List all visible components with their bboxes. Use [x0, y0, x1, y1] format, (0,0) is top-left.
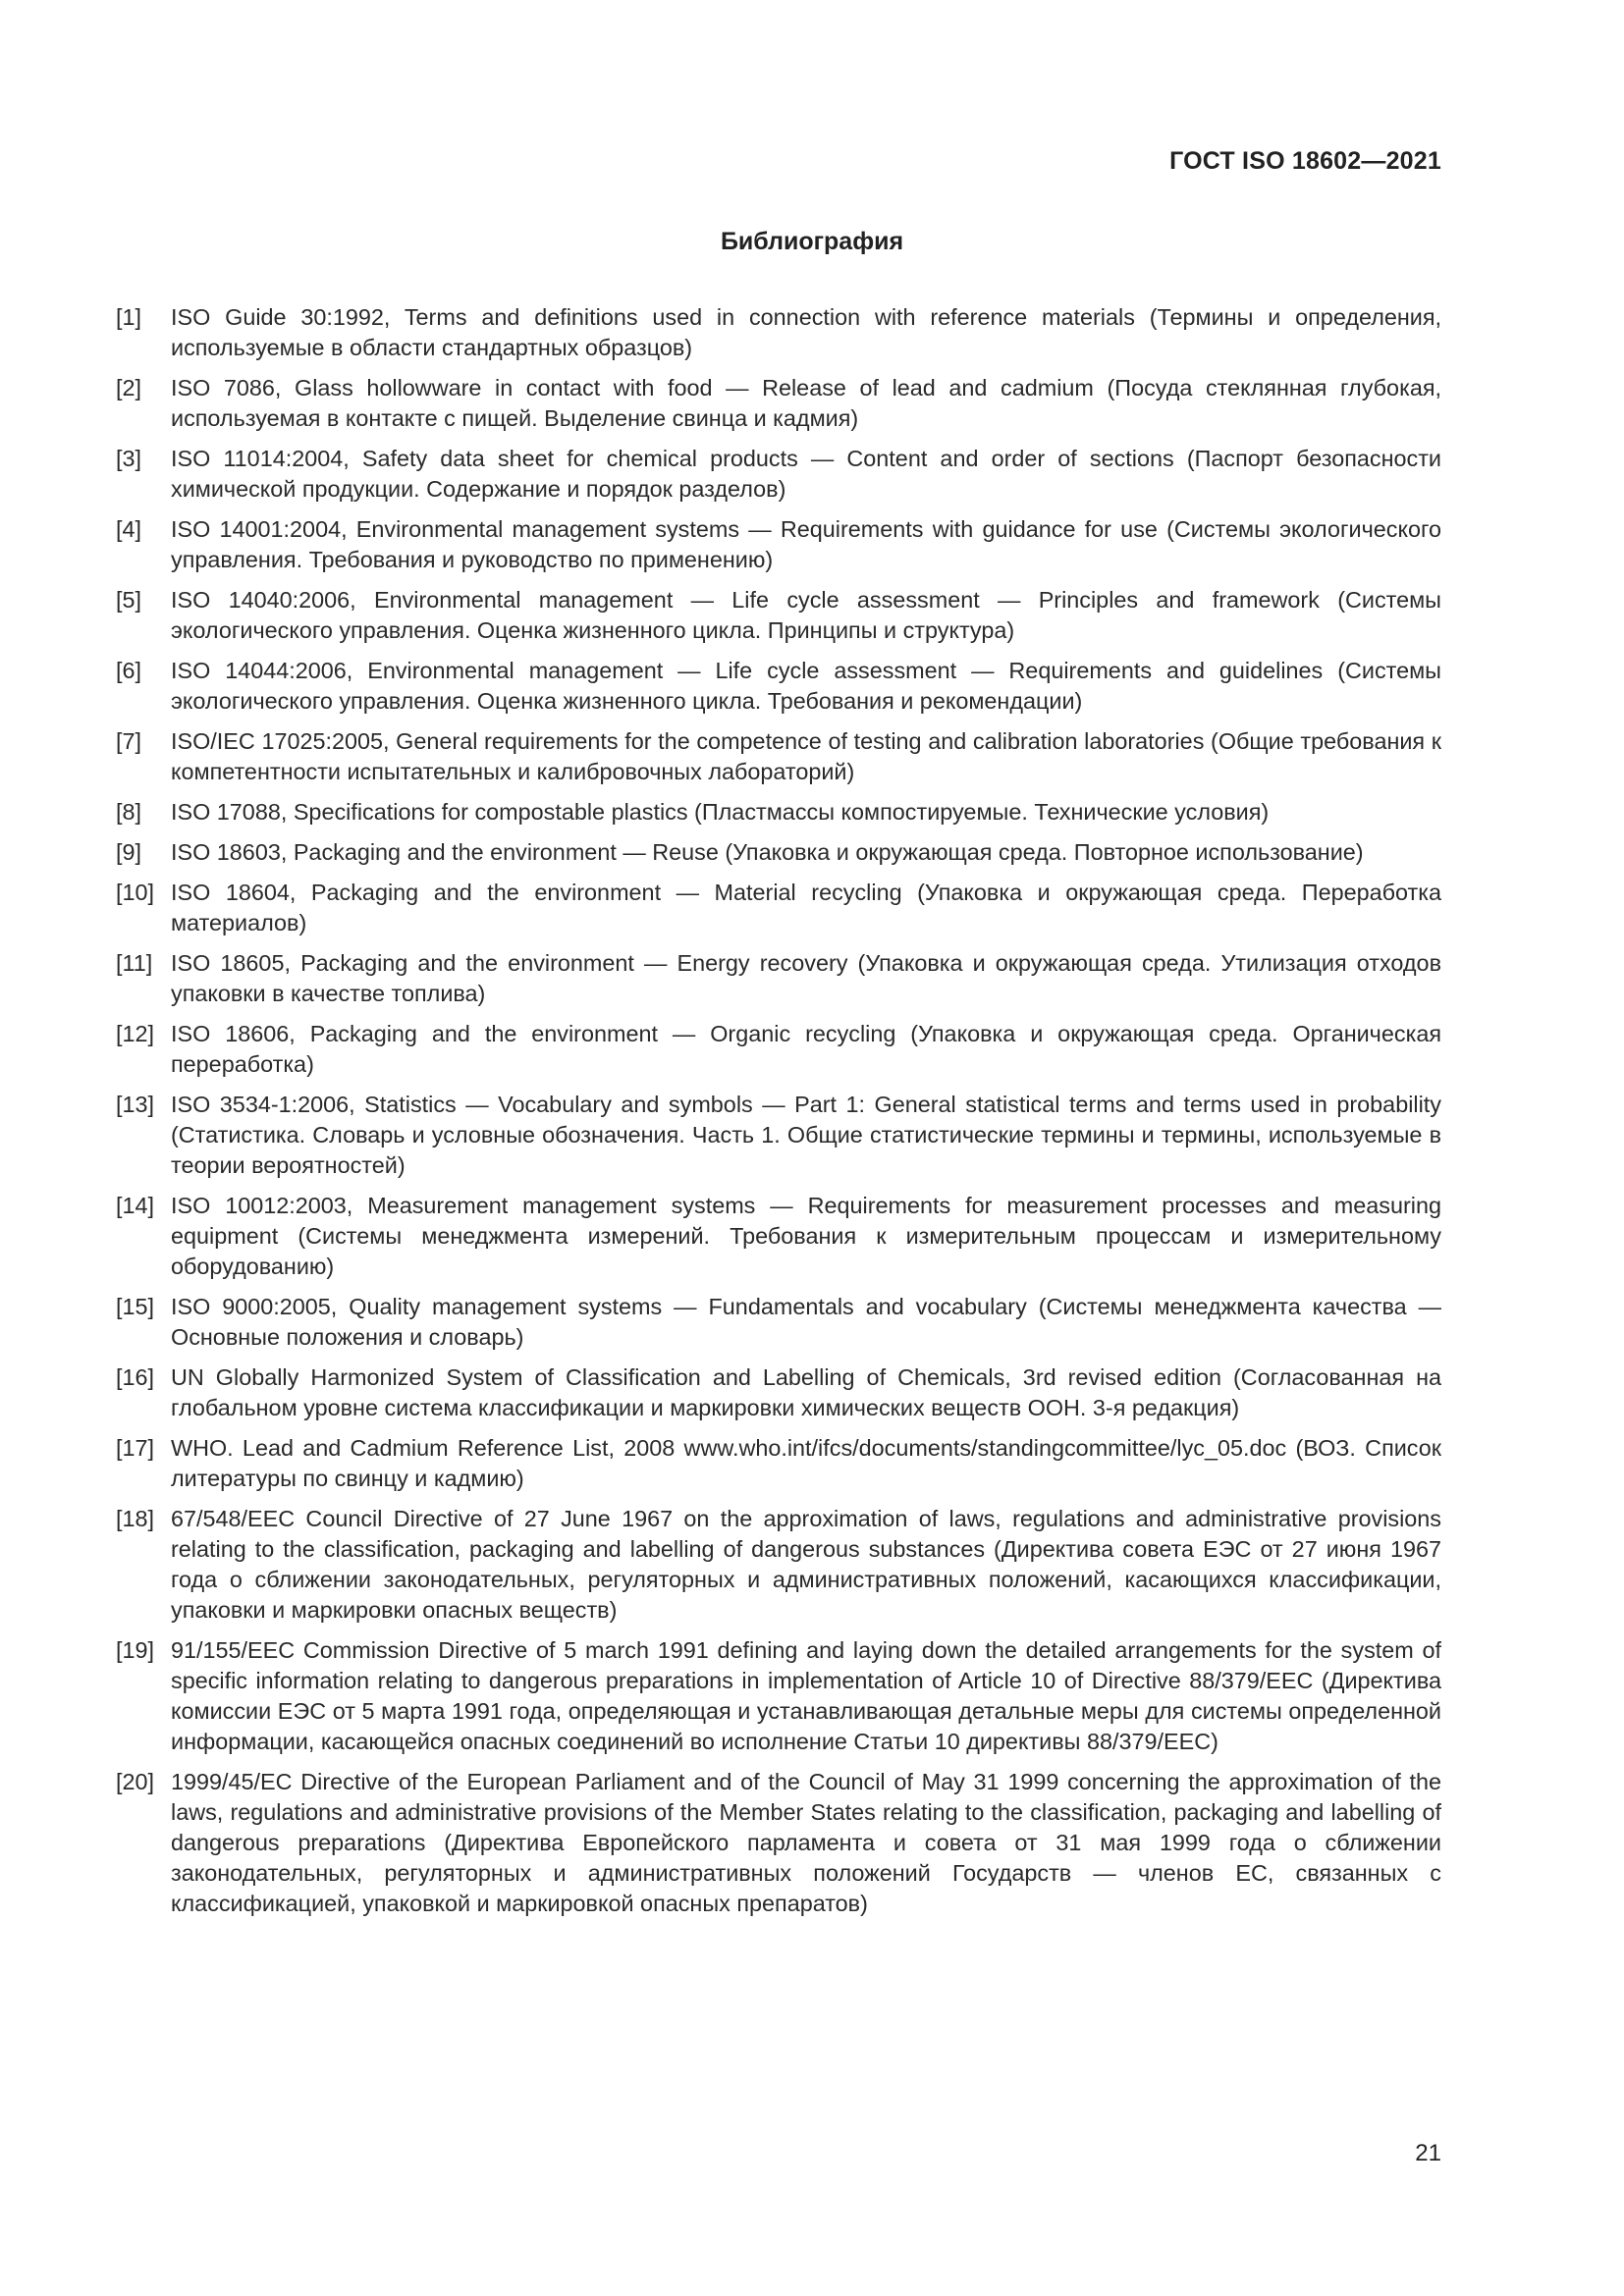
bibliography-entry: [116, 797, 1441, 828]
bibliography-entry-number: [10]: [116, 880, 155, 905]
bibliography-entry-text: ISO 18603, Packaging and the environment — Reuse (Упаковка и окружающая среда. Повторное использование): [171, 839, 1364, 865]
bibliography-entry-number: [11]: [116, 950, 153, 976]
bibliography-entry: [116, 878, 1441, 938]
section-title: Библиография: [720, 228, 904, 255]
bibliography-entry-text: ISO 18606, Packaging and the environment — Organic recycling (Упаковка и окружающая среда. Органическая переработка): [171, 1021, 1441, 1077]
bibliography-entry: [116, 1292, 1441, 1353]
bibliography-entry-number: [20]: [116, 1769, 155, 1794]
bibliography-entry-number: [17]: [116, 1435, 155, 1461]
bibliography-entry: [116, 1504, 1441, 1626]
bibliography-entry: [116, 1090, 1441, 1181]
bibliography-entry: [116, 1433, 1441, 1494]
bibliography-entry-number: [18]: [116, 1506, 155, 1531]
bibliography-entry-text: ISO 9000:2005, Quality management systems — Fundamentals and vocabulary (Системы менеджмента качества — Основные положения и словарь): [171, 1294, 1441, 1350]
bibliography-entry-text: ISO 14001:2004, Environmental management systems — Requirements with guidance for use (Системы экологического управления. Требования и руководство по применению): [171, 516, 1441, 572]
bibliography-entry-text: ISO 7086, Glass hollowware in contact with food — Release of lead and cadmium (Посуда стеклянная глубокая, используемая в контакте с пищей. Выделение свинца и кадмия): [171, 375, 1441, 431]
bibliography-entry-text: ISO 17088, Specifications for compostable plastics (Пластмассы компостируемые. Технические условия): [171, 799, 1270, 825]
bibliography-entry-number: [1]: [116, 304, 142, 330]
bibliography-entry: [116, 837, 1441, 868]
bibliography-entry: [116, 1191, 1441, 1282]
bibliography-entry: [116, 514, 1441, 575]
standard-code: ГОСТ ISO 18602—2021: [1169, 147, 1441, 175]
bibliography-entry-number: [9]: [116, 839, 142, 865]
bibliography-entry: [116, 1019, 1441, 1080]
bibliography-entry: [116, 373, 1441, 434]
bibliography-entry: [116, 656, 1441, 717]
bibliography-entry-number: [5]: [116, 587, 142, 613]
bibliography-entry: [116, 1767, 1441, 1919]
bibliography-entry: [116, 1362, 1441, 1423]
bibliography-entry-text: ISO 3534-1:2006, Statistics — Vocabulary and symbols — Part 1: General statistical terms and terms used in probability (Статистика. Словарь и условные обозначения. Часть 1. Общие статистические термины и термины, используемые в теории вероятностей): [171, 1092, 1441, 1178]
bibliography-entry: [116, 585, 1441, 646]
bibliography-entry-text: ISO 14044:2006, Environmental management — Life cycle assessment — Requirements and guidelines (Системы экологического управления. Оценка жизненного цикла. Требования и рекомендации): [171, 658, 1441, 714]
bibliography-entry-text: 67/548/EEC Council Directive of 27 June 1967 on the approximation of laws, regulations and administrative provisions relating to the classification, packaging and labelling of dangerous substances (Директива совета ЕЭС от 27 июня 1967 года о сближении законодательных, регуляторных и административных положений, касающихся классификации, упаковки и маркировки опасных веществ): [171, 1506, 1441, 1623]
bibliography-entry-number: [8]: [116, 799, 142, 825]
bibliography-entry: [116, 948, 1441, 1009]
bibliography-entry-text: ISO 18605, Packaging and the environment — Energy recovery (Упаковка и окружающая среда. Утилизация отходов упаковки в качестве топлива): [171, 950, 1441, 1006]
bibliography-entry-text: 1999/45/EC Directive of the European Parliament and of the Council of May 31 1999 concerning the approximation of the laws, regulations and administrative provisions of the Member States relating to the classification, packaging and labelling of dangerous preparations (Директива Европейского парламента и совета от 31 мая 1999 года о сближении законодательных, регуляторных и административных положений Государств — членов ЕС, связанных с классификацией, упаковкой и маркировкой опасных препаратов): [171, 1769, 1441, 1916]
bibliography-entry-number: [16]: [116, 1364, 155, 1390]
bibliography-entry-number: [3]: [116, 446, 142, 471]
bibliography-entry-text: ISO 18604, Packaging and the environment — Material recycling (Упаковка и окружающая среда. Переработка материалов): [171, 880, 1441, 935]
bibliography-entry-number: [7]: [116, 728, 142, 754]
bibliography-entry-text: ISO Guide 30:1992, Terms and definitions used in connection with reference materials (Термины и определения, используемые в области стандартных образцов): [171, 304, 1441, 360]
bibliography-entry-text: ISO 11014:2004, Safety data sheet for chemical products — Content and order of sections (Паспорт безопасности химической продукции. Содержание и порядок разделов): [171, 446, 1441, 502]
bibliography-entry: [116, 726, 1441, 787]
bibliography-entry-text: ISO 10012:2003, Measurement management systems — Requirements for measurement processes and measuring equipment (Системы менеджмента измерений. Требования к измерительным процессам и измерительному оборудованию): [171, 1193, 1441, 1279]
bibliography-entry-number: [6]: [116, 658, 142, 683]
bibliography-entry: [116, 302, 1441, 363]
bibliography-list: [116, 302, 1441, 1929]
bibliography-entry-number: [2]: [116, 375, 142, 400]
bibliography-entry-text: UN Globally Harmonized System of Classification and Labelling of Chemicals, 3rd revised edition (Согласованная на глобальном уровне система классификации и маркировки химических веществ ООН. 3-я редакция): [171, 1364, 1441, 1420]
bibliography-entry-text: WHO. Lead and Cadmium Reference List, 2008 www.who.int/ifcs/documents/standingcommittee/lyc_05.doc (ВОЗ. Список литературы по свинцу и кадмию): [171, 1435, 1441, 1491]
page-number: 21: [1415, 2140, 1441, 2166]
bibliography-entry-text: 91/155/EEC Commission Directive of 5 march 1991 defining and laying down the detailed arrangements for the system of specific information relating to dangerous preparations in implementation of Article 10 of Directive 88/379/EEC (Директива комиссии ЕЭС от 5 марта 1991 года, определяющая и устанавливающая детальные меры для системы определенной информации, касающейся опасных соединений во исполнение Статьи 10 директивы 88/379/EEC): [171, 1637, 1441, 1754]
bibliography-entry-text: ISO/IEC 17025:2005, General requirements for the competence of testing and calibration laboratories (Общие требования к компетентности испытательных и калибровочных лабораторий): [171, 728, 1441, 784]
bibliography-entry: [116, 1635, 1441, 1757]
bibliography-entry-number: [19]: [116, 1637, 155, 1663]
bibliography-entry-number: [15]: [116, 1294, 155, 1319]
bibliography-entry-number: [14]: [116, 1193, 155, 1218]
bibliography-entry-number: [4]: [116, 516, 142, 542]
bibliography-entry-number: [13]: [116, 1092, 155, 1117]
bibliography-entry-text: ISO 14040:2006, Environmental management — Life cycle assessment — Principles and framework (Системы экологического управления. Оценка жизненного цикла. Принципы и структура): [171, 587, 1441, 643]
bibliography-entry-number: [12]: [116, 1021, 155, 1046]
bibliography-entry: [116, 444, 1441, 505]
